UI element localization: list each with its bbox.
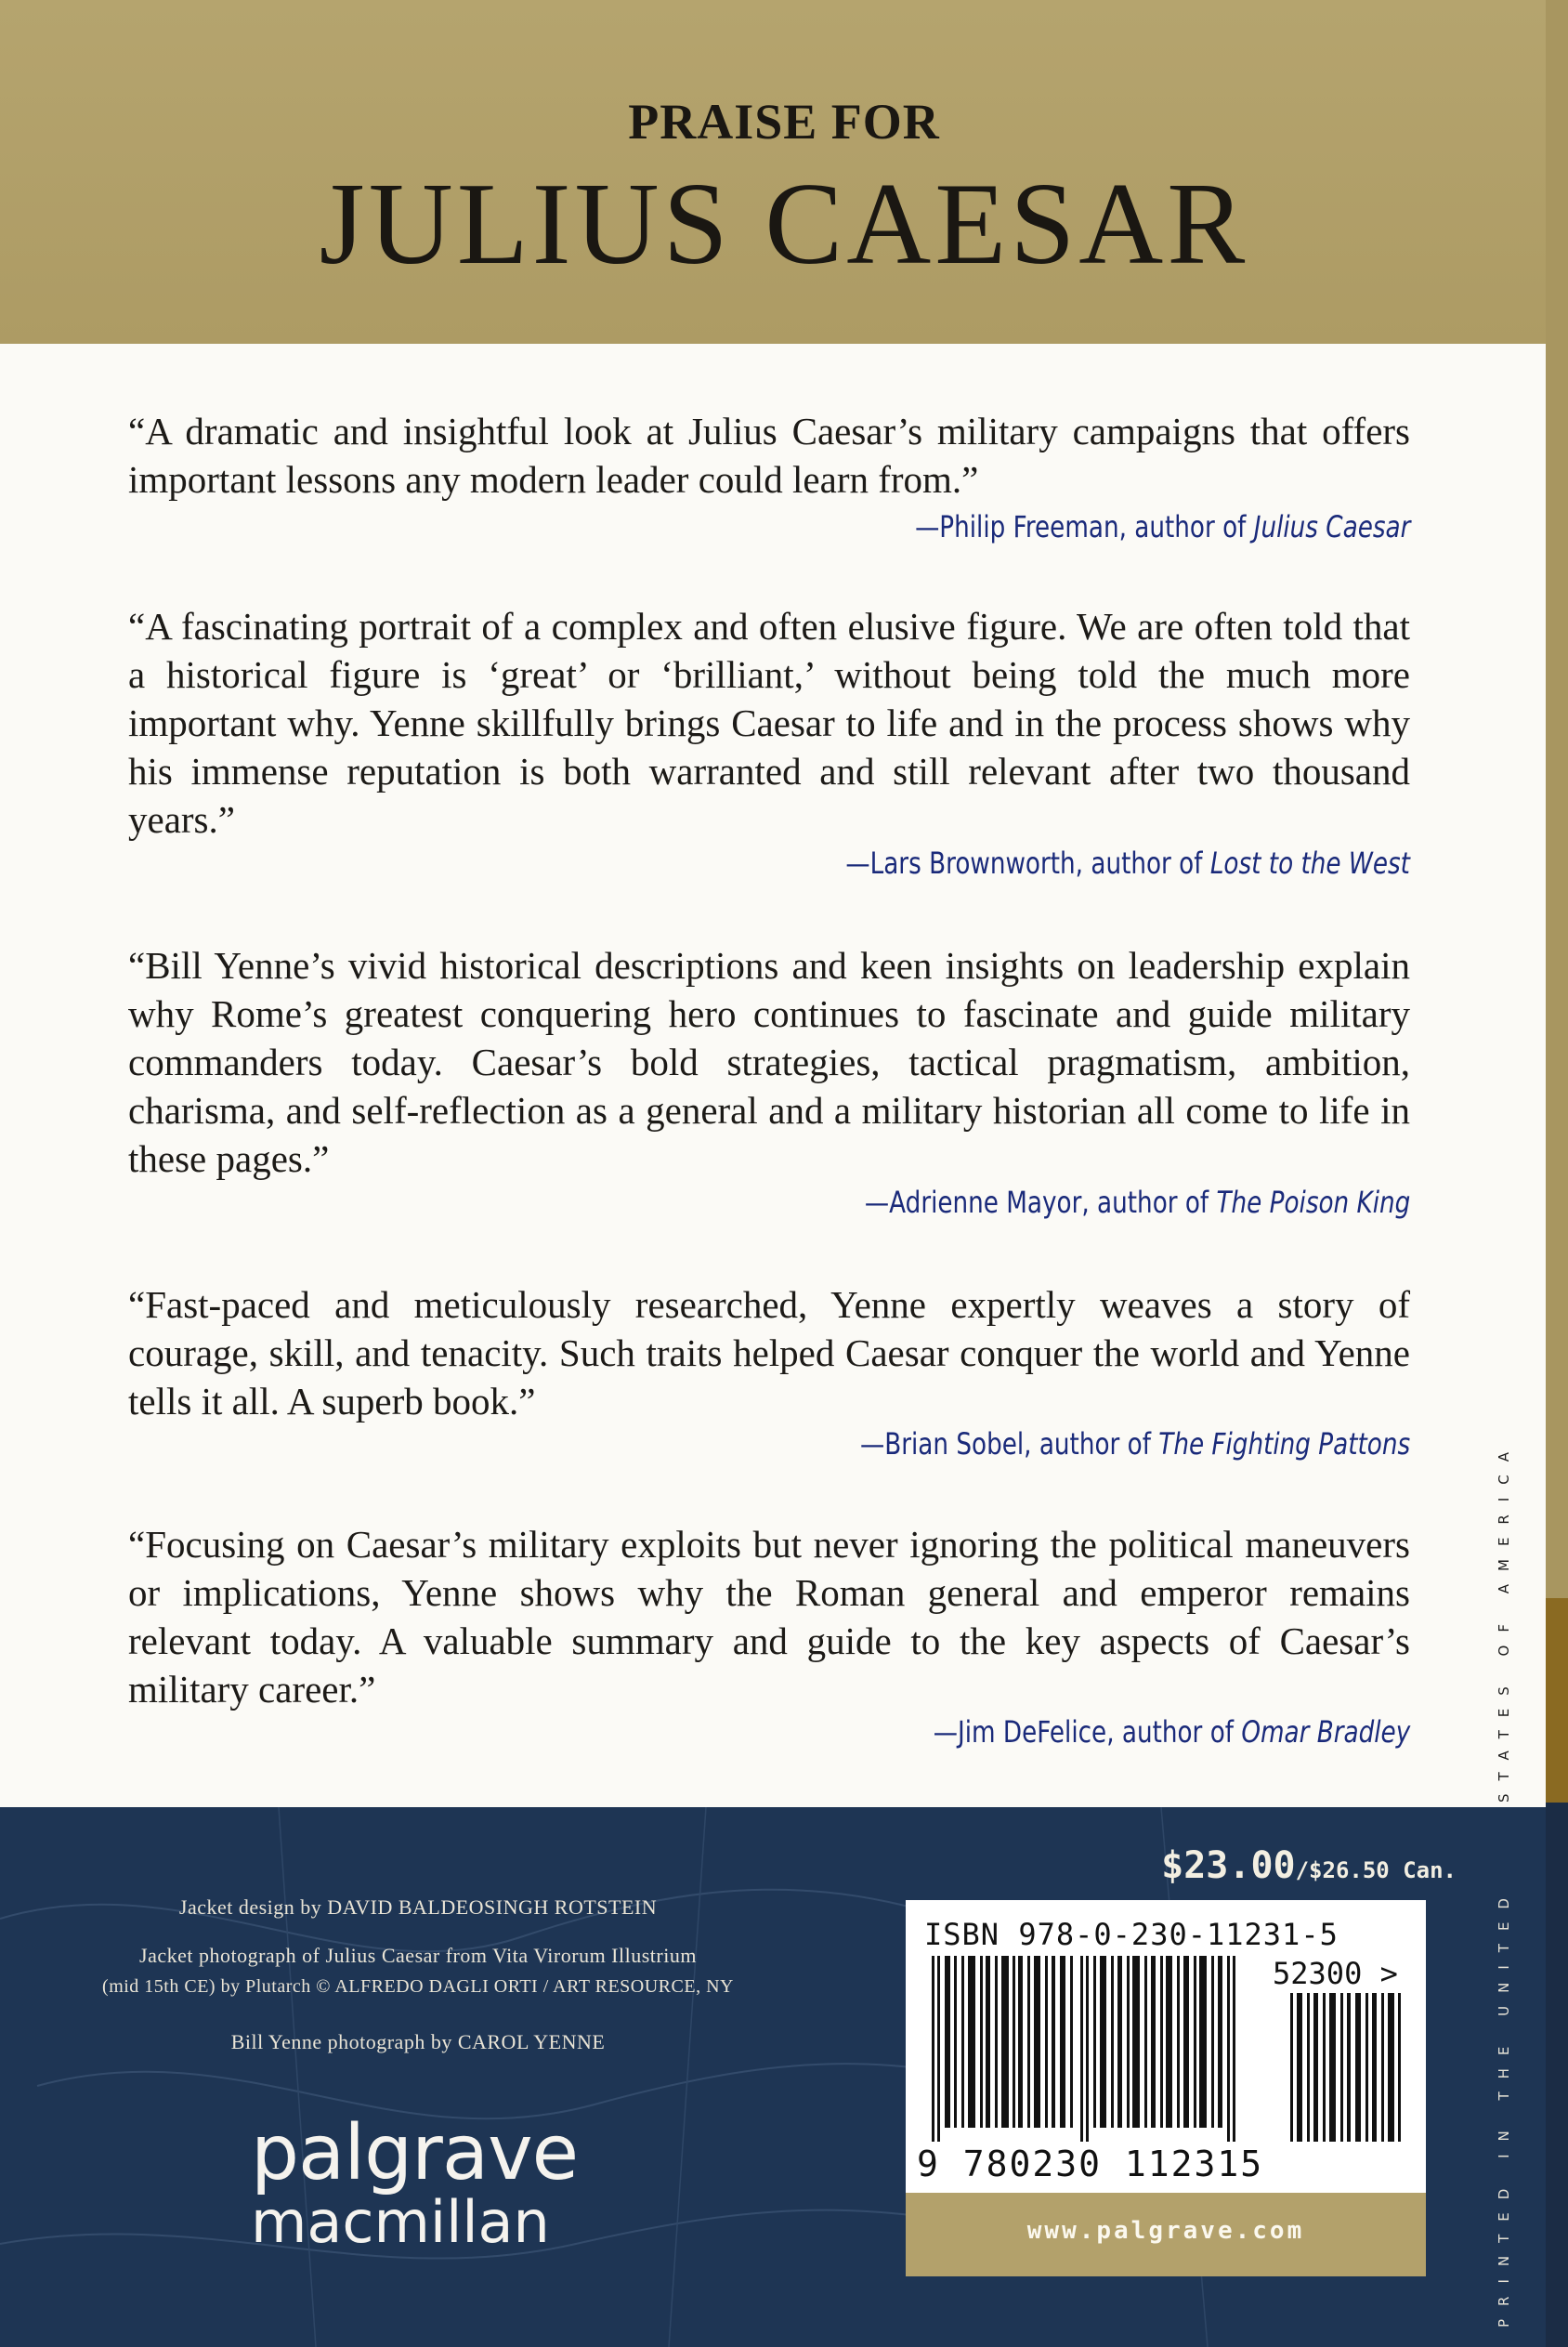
spine-edge-navy [1546, 1803, 1568, 2347]
quote-4-author: —Brian Sobel, author of [859, 1426, 1151, 1462]
price-canada: /$26.50 Can. [1295, 1857, 1457, 1883]
quote-2-author: —Lars Brownworth, author of [845, 846, 1203, 881]
praise-for-heading: PRAISE FOR [628, 94, 940, 150]
quote-2-book: Lost to the West [1209, 846, 1410, 881]
spine-edge-olive [1546, 1598, 1568, 1803]
praise-quote-5: “Focusing on Caesar’s military exploits but never ignoring the political maneuvers or implications, Yenne shows why the Roman general and emperor remains relevant today. A valuable summary and guide to the key aspects of Caesar’s military career.” [128, 1523, 1410, 1711]
isbn-number: ISBN 978-0-230-11231-5 [924, 1917, 1339, 1952]
quote-3-attribution [865, 1185, 1410, 1220]
quote-5-attribution [933, 1714, 1410, 1750]
price-label [1161, 1844, 1457, 1887]
ean-digits: 9 780230 112315 [917, 2144, 1264, 2184]
palgrave-logo: palgrave [251, 2109, 579, 2197]
quote-3-author: —Adrienne Mayor, author of [864, 1185, 1209, 1220]
quote-5-book: Omar Bradley [1241, 1714, 1410, 1750]
praise-quote-4: “Fast-paced and meticulously researched, Yenne expertly weaves a story of courage, skill, and tenacity. Such traits helped Caesar conquer the world and Yenne tells it all. A superb book.” [128, 1283, 1410, 1423]
quote-1-attribution [915, 509, 1410, 544]
book-title: JULIUS CAESAR [319, 160, 1249, 289]
header-band [0, 0, 1568, 344]
jacket-photo-credit-line2: (mid 15th CE) by Plutarch © ALFREDO DAGLI ORTI / ART RESOURCE, NY [102, 1976, 734, 1997]
quote-4-attribution [860, 1426, 1410, 1462]
book-back-cover: PRAISE FOR JULIUS CAESAR STATES OF AMERICA “A dramatic and insightful look at Julius Caesar’s military campaigns that offers important lessons any modern leader could learn from.” —Philip Freeman, author of Julius Caesar “A fascinating portrait of a complex and often elusive figure. We are often told that a historical figure is ‘great’ or ‘brilliant,’ without being told the much more important why. Yenne skillfully brings Caesar to life and in the process shows why his immense reputation is both warranted and still relevant after two thousand years.” —Lars Brownworth, author of Lost to the West “Bill Yenne’s vivid historical descriptions and keen insights on leadership explain why Rome’s greatest conquering hero continues to fascinate and guide military commanders today. Caesar’s bold strategies, tactical pragmatism, ambition, charisma, and self-reflection as a general and a military historian all come to life in these pages.” —Adrienne Mayor, author of The Poison King “Fast-paced and meticulously researched, Yenne expertly weaves a story of courage, skill, and tenacity. Such traits helped Caesar conquer the world and Yenne tells it all. A superb book.” —Brian Sobel, author of The Fighting Pattons “Focusing on Caesar’s military exploits but never ignoring the political maneuvers or implications, Yenne shows why the Roman general and emperor remains relevant today. A valuable summary and guide to the key aspects of Caesar’s military career.” —Jim DeFelice, author of Omar Bradley Jacket design by DAVID BALDEOSINGH ROTSTEIN Jacket photograph of Julius Caesar from Vita Virorum Illustrium (mid 15th CE) by Plutarch © ALFREDO DAGLI ORTI / ART RESOURCE, NY Bill Yenne photograph by CAROL YENNE palgrave macmillan $23.00/$26.50 Can. ISBN 978-0-230-11231-5 52300 > 9 780230 112315 www.palgrave.com PRINTED IN THE UNITED [0, 0, 1568, 2347]
quote-4-book: The Fighting Pattons [1158, 1426, 1410, 1462]
jacket-design-credit: Jacket design by DAVID BALDEOSINGH ROTSTEIN [178, 1895, 658, 1919]
jacket-photo-credit-line1: Jacket photograph of Julius Caesar from Vita Virorum Illustrium [139, 1944, 697, 1967]
website-panel [906, 2193, 1426, 2276]
quote-5-author: —Jim DeFelice, author of [933, 1714, 1234, 1750]
publisher-website: www.palgrave.com [1026, 2217, 1305, 2245]
quote-3-book: The Poison King [1216, 1185, 1410, 1220]
price-addon-code: 52300 > [1273, 1956, 1398, 1991]
addon-barcode [1287, 1993, 1407, 2142]
quote-1-author: —Philip Freeman, author of [914, 509, 1246, 544]
spine-edge-gold [1546, 0, 1568, 1598]
praise-quote-3: “Bill Yenne’s vivid historical descriptions and keen insights on leadership explain why Rome’s greatest conquering hero continues to fascinate and guide military commanders today. Caesar’s bold strategies, tactical pragmatism, ambition, charisma, and self-reflection as a general and a military historian all come to life in these pages.” [128, 944, 1410, 1180]
price-us: $23.00 [1161, 1844, 1296, 1887]
praise-quote-2: “A fascinating portrait of a complex and often elusive figure. We are often told that a historical figure is ‘great’ or ‘brilliant,’ without being told the much more important why. Yenne skillfully brings Caesar to life and in the process shows why his immense reputation is both warranted and still relevant after two thousand years.” [128, 605, 1410, 841]
quote-2-attribution [845, 846, 1410, 881]
ean-barcode [924, 1956, 1268, 2142]
barcode-panel [906, 1900, 1426, 2193]
praise-quote-1: “A dramatic and insightful look at Julius Caesar’s military campaigns that offers important lessons any modern leader could learn from.” [128, 410, 1410, 501]
author-photo-credit: Bill Yenne photograph by CAROL YENNE [230, 2030, 606, 2053]
quote-1-book: Julius Caesar [1253, 509, 1410, 544]
macmillan-logo: macmillan [251, 2188, 550, 2256]
